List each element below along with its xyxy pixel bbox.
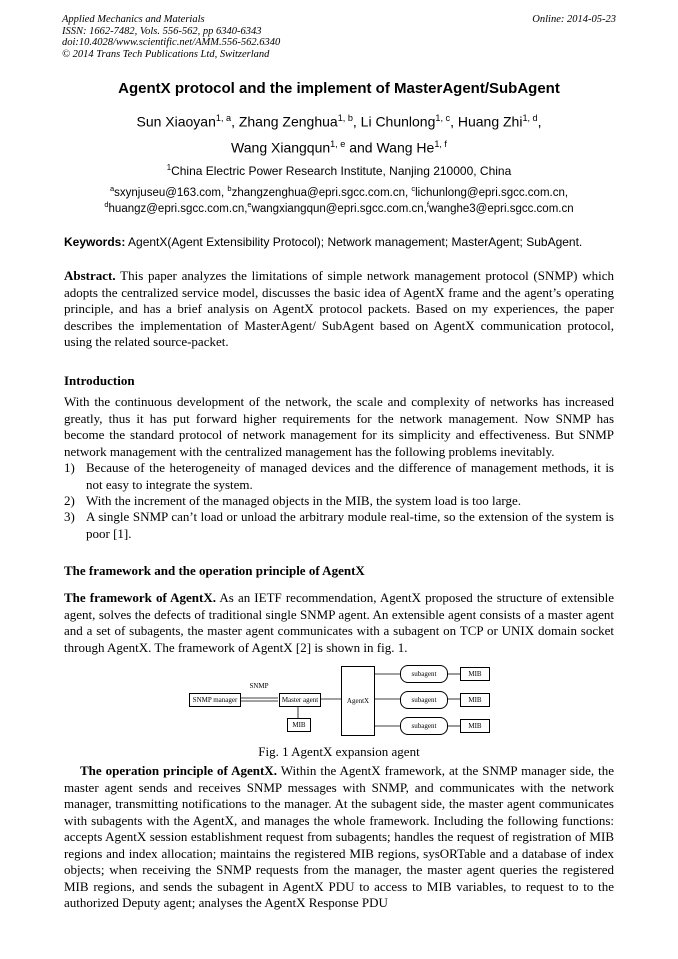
paragraph-label: The operation principle of AgentX.	[80, 763, 277, 778]
email[interactable]: huangz@epri.sgcc.com.cn,	[108, 202, 248, 215]
section-heading-introduction: Introduction	[64, 373, 135, 388]
author-sup: 1, d	[522, 113, 538, 123]
email[interactable]: wangxiangqun@epri.sgcc.com.cn,	[251, 202, 427, 215]
keywords-text: AgentX(Agent Extensibility Protocol); Network management; MasterAgent; SubAgent.	[128, 235, 583, 249]
paragraph-label: The framework of AgentX.	[64, 590, 217, 605]
master-agent-box: Master agent	[279, 693, 321, 707]
subagent-mib-box: MIB	[460, 693, 490, 707]
keywords	[64, 235, 582, 249]
email[interactable]: lichunlong@epri.sgcc.com.cn,	[415, 186, 569, 199]
list-number: 1)	[64, 460, 75, 475]
subagent-box: subagent	[400, 717, 448, 735]
author-name: Huang Zhi	[457, 113, 523, 130]
subagent-box: subagent	[400, 665, 448, 683]
abstract-text: This paper analyzes the limitations of simple network management protocol (SNMP) which adopts the centralized service model, discusses the basic idea of AgentX frame and the agent’s operating principle, and has a brief analysis on AgentX protocol packets. Based on my experiences, the paper describes the implementation of MasterAgent/ SubAgent based on AgentX communication protocol, using the related source-packet.	[64, 268, 614, 349]
author-name: Zhang Zenghua	[238, 113, 338, 130]
online-date: Online: 2014-05-23	[532, 14, 616, 25]
journal-name: Applied Mechanics and Materials	[62, 14, 205, 25]
journal-header	[62, 14, 280, 60]
list-number: 2)	[64, 493, 75, 508]
copyright: © 2014 Trans Tech Publications Ltd, Switzerland	[62, 48, 270, 60]
author-name: Sun Xiaoyan	[136, 113, 216, 130]
subagent-mib-box: MIB	[460, 667, 490, 681]
framework-paragraph	[64, 590, 614, 656]
keywords-label: Keywords:	[64, 235, 126, 249]
snmp-manager-box: SNMP manager	[189, 693, 241, 707]
agentx-box: AgentX	[341, 666, 375, 736]
email-line-2: $^d$huangz@epri.sgcc.com.cn,$^e$wangxiangqun@epri.sgcc.com.cn,$^f$wanghe3@epri.sgcc.com.cn	[104, 200, 574, 215]
affiliation-sup: 1	[166, 163, 172, 172]
snmp-label: SNMP	[239, 682, 279, 691]
doi: doi:10.4028/www.scientific.net/AMM.556-562.6340	[62, 37, 281, 48]
section-heading-framework: The framework and the operation principle of AgentX	[64, 563, 365, 578]
list-text: With the increment of the managed objects in the MIB, the system load is too large.	[86, 493, 521, 508]
author-sup: 1, e	[330, 139, 346, 149]
author-sup: 1, a	[215, 113, 232, 123]
list-text: Because of the heterogeneity of managed devices and the difference of management methods, it is not easy to integrate the system.	[86, 460, 614, 492]
affiliation-text: China Electric Power Research Institute, Nanjing 210000, China	[171, 164, 512, 178]
author-and: and	[349, 139, 373, 156]
author-sup: 1, f	[434, 139, 447, 149]
email[interactable]: sxynjuseu@163.com,	[114, 186, 225, 199]
intro-paragraph: With the continuous development of the network, the scale and complexity of networks has increased greatly, thus it has put forward higher requirements for the network management. Now SNMP has become the standard protocol of network management for its simplicity and effectiveness. But SNMP network management with the centralized management has the following problems inevitably.	[64, 394, 614, 459]
email[interactable]: zhangzenghua@epri.sgcc.com.cn,	[231, 186, 409, 199]
author-line-1: Sun Xiaoyan$^{1, a}$, Zhang Zenghua$^{1, b}$, Li Chunlong$^{1, c}$, Huang Zhi$^{1, d}$,	[136, 113, 542, 130]
email-line-1: $^a$sxynjuseu@163.com, $^b$zhangzenghua@epri.sgcc.com.cn, $^c$lichunlong@epri.sgcc.com.cn,	[109, 184, 569, 199]
author-line-2	[0, 139, 678, 156]
paragraph-text: Within the AgentX framework, at the SNMP manager side, the master agent sends and receives SNMP messages with SNMP, and communicates with the network manager, transmitting notifications to the manager. At the subagent side, the master agent communicates with subagents with the AgentX, and manages the whole framework. Including the following functions: accepts AgentX session establishment request from subagents; handles the request of registration of MIB regions and index allocation; maintains the registered MIB regions, sysORTable and a database of index objects; when receiving the SNMP requests from the manager, the master agent queries the registered MIB regions, and sends the subagent in AgentX PDU to access to MIB variables, to request to to the authorized Deputy agent; analyses the AgentX Response PDU	[64, 763, 615, 910]
author-name: Wang He	[376, 139, 435, 156]
author-name: Li Chunlong	[360, 113, 436, 130]
subagent-box: subagent	[400, 691, 448, 709]
abstract	[64, 268, 614, 351]
subagent-mib-box: MIB	[460, 719, 490, 733]
list-text: A single SNMP can’t load or unload the arbitrary module real-time, so the extension of the system is poor [1].	[86, 509, 614, 541]
abstract-label: Abstract.	[64, 268, 116, 283]
email[interactable]: wanghe3@epri.sgcc.com.cn	[428, 202, 574, 215]
author-sup: 1, b	[337, 113, 353, 123]
list-number: 3)	[64, 509, 75, 524]
author-name: Wang Xiangqun	[231, 139, 331, 156]
operation-paragraph	[64, 763, 614, 912]
master-mib-box: MIB	[287, 718, 311, 732]
figure-caption: Fig. 1 AgentX expansion agent	[258, 744, 420, 759]
paragraph-text: As an IETF recommendation, AgentX proposed the structure of extensible agent, solves the defects of traditional single SNMP agent. An extensible agent consists of a master agent and a set of subagents, the master agent communicates with a subagent on TCP or UNIX domain socket through AgentX. The framework of AgentX [2] is shown in fig. 1.	[64, 590, 614, 655]
issn: ISSN: 1662-7482, Vols. 556-562, pp 6340-6343	[62, 25, 262, 37]
paper-title: AgentX protocol and the implement of MasterAgent/SubAgent	[118, 80, 560, 97]
author-sup: 1, c	[435, 113, 451, 123]
affiliation	[0, 163, 678, 178]
